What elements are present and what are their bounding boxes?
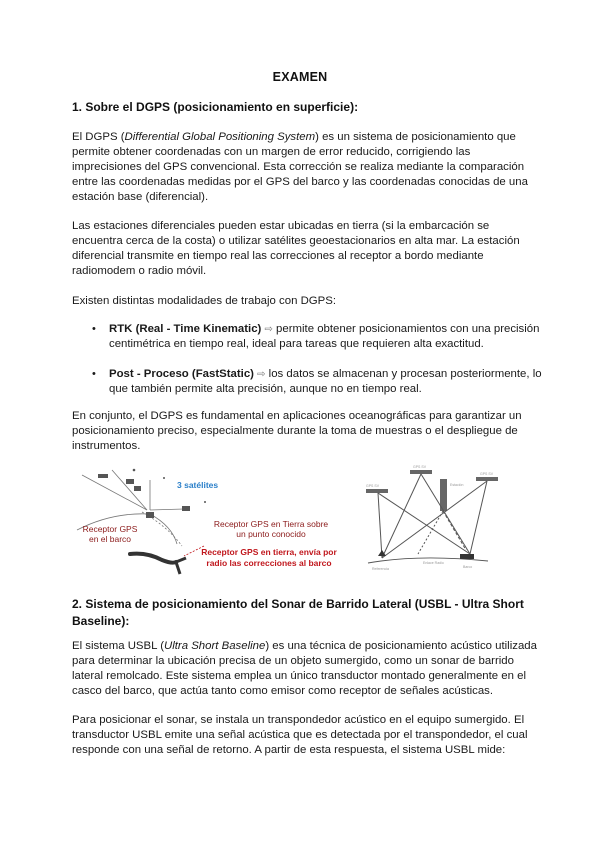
section-1-paragraph-1 bbox=[72, 130, 542, 205]
satellite-geometry-illustration bbox=[358, 462, 528, 577]
section-1-paragraph-2: Las estaciones diferenciales pueden estar ubicadas en tierra (si la embarcación se encuentra cerca de la costa) o utilizar satélites geoestacionarios en alta mar. La estación diferencial transmite en tiempo real las correcciones al receptor a bordo mediante radiomodem o radio móvil. bbox=[72, 220, 520, 277]
label-radio-corrections bbox=[186, 547, 352, 569]
label-satellites: 3 satélites bbox=[177, 480, 219, 490]
list-item-rtk bbox=[92, 322, 542, 352]
svg-text:Enlace Radio: Enlace Radio bbox=[423, 561, 444, 565]
label-line: Receptor GPS en tierra, envía por bbox=[201, 547, 337, 557]
section-2-paragraph-2: Para posicionar el sonar, se instala un transpondedor acústico en el equipo sumergido. El transductor USBL emite una señal acústica que es detectada por el transpondedor, el cual responde con una señal de retorno. A partir de esta respuesta, el sistema USBL mide: bbox=[72, 714, 528, 756]
svg-text:Barco: Barco bbox=[463, 565, 473, 569]
bullet-icon: • bbox=[92, 323, 96, 335]
dgps-modes-list bbox=[92, 322, 542, 412]
svg-text:Estación: Estación bbox=[450, 483, 464, 487]
svg-text:GPS SV: GPS SV bbox=[480, 472, 494, 476]
section-1-paragraph-3: Existen distintas modalidades de trabajo con DGPS: bbox=[72, 295, 337, 307]
bullet-text: permite obtener posicionamientos con una precisión centimétrica en tiempo real, ideal para tareas que requieren alta exactitud. bbox=[109, 323, 540, 350]
svg-text:Referencia: Referencia bbox=[372, 567, 389, 571]
arrow-right-icon: ⇨ bbox=[257, 369, 266, 380]
svg-text:GPS SV: GPS SV bbox=[413, 465, 427, 469]
dgps-diagram-left bbox=[72, 466, 352, 576]
section-2-paragraph-1 bbox=[72, 639, 542, 699]
label-line: radio las correcciones al barco bbox=[206, 558, 332, 568]
text-run: El DGPS ( bbox=[72, 131, 125, 143]
label-line: un punto conocido bbox=[236, 529, 306, 539]
label-land-receiver bbox=[196, 519, 346, 539]
arrow-right-icon: ⇨ bbox=[264, 324, 273, 335]
page-title: EXAMEN bbox=[272, 70, 328, 84]
list-item-postproceso bbox=[92, 367, 542, 397]
bullet-icon: • bbox=[92, 368, 96, 380]
label-line: Receptor GPS bbox=[82, 524, 138, 534]
label-line: Receptor GPS en Tierra sobre bbox=[213, 519, 329, 529]
section-2-heading: 2. Sistema de posicionamiento del Sonar de Barrido Lateral (USBL - Ultra Short Baseline): bbox=[72, 597, 524, 628]
bullet-term: RTK (Real - Time Kinematic) bbox=[109, 323, 262, 335]
label-line: en el barco bbox=[88, 534, 132, 544]
section-1-paragraph-4: En conjunto, el DGPS es fundamental en aplicaciones oceanográficas para garantizar un posicionamiento preciso, especialmente durante la toma de muestras o el despliegue de instrumentos. bbox=[72, 410, 522, 452]
label-ship-receiver bbox=[74, 524, 146, 544]
italic-term: Differential Global Positioning System bbox=[124, 131, 316, 143]
bullet-text: los datos se almacenan y procesan posteriormente, lo que también permite alta precisión, aunque no en tiempo real. bbox=[109, 368, 542, 395]
bullet-term: Post - Proceso (FastStatic) bbox=[109, 368, 254, 380]
italic-term: Ultra Short Baseline bbox=[164, 640, 266, 652]
dgps-diagram-right bbox=[358, 462, 528, 577]
section-1-heading: 1. Sobre el DGPS (posicionamiento en superficie): bbox=[72, 100, 359, 114]
svg-text:GPS SV: GPS SV bbox=[366, 484, 380, 488]
text-run: ) es una técnica de posicionamiento acústico utilizada para determinar la ubicación precisa de un objeto sumergido, como un sonar de barrido lateral remolcado. Este sistema emplea un único transductor montado generalmente en el casco del barco, que actúa tanto como emisor como receptor de señales acústicas. bbox=[72, 640, 537, 697]
text-run: ) es un sistema de posicionamiento que permite obtener coordenadas con un margen de error reducido, corrigiendo las imprecisiones del GPS convencional. Esta corrección se realiza mediante la comparación entre las coordenadas medidas por el GPS del barco y las coordenadas conocidas de una estación base (diferencial). bbox=[72, 131, 528, 203]
text-run: El sistema USBL ( bbox=[72, 640, 164, 652]
